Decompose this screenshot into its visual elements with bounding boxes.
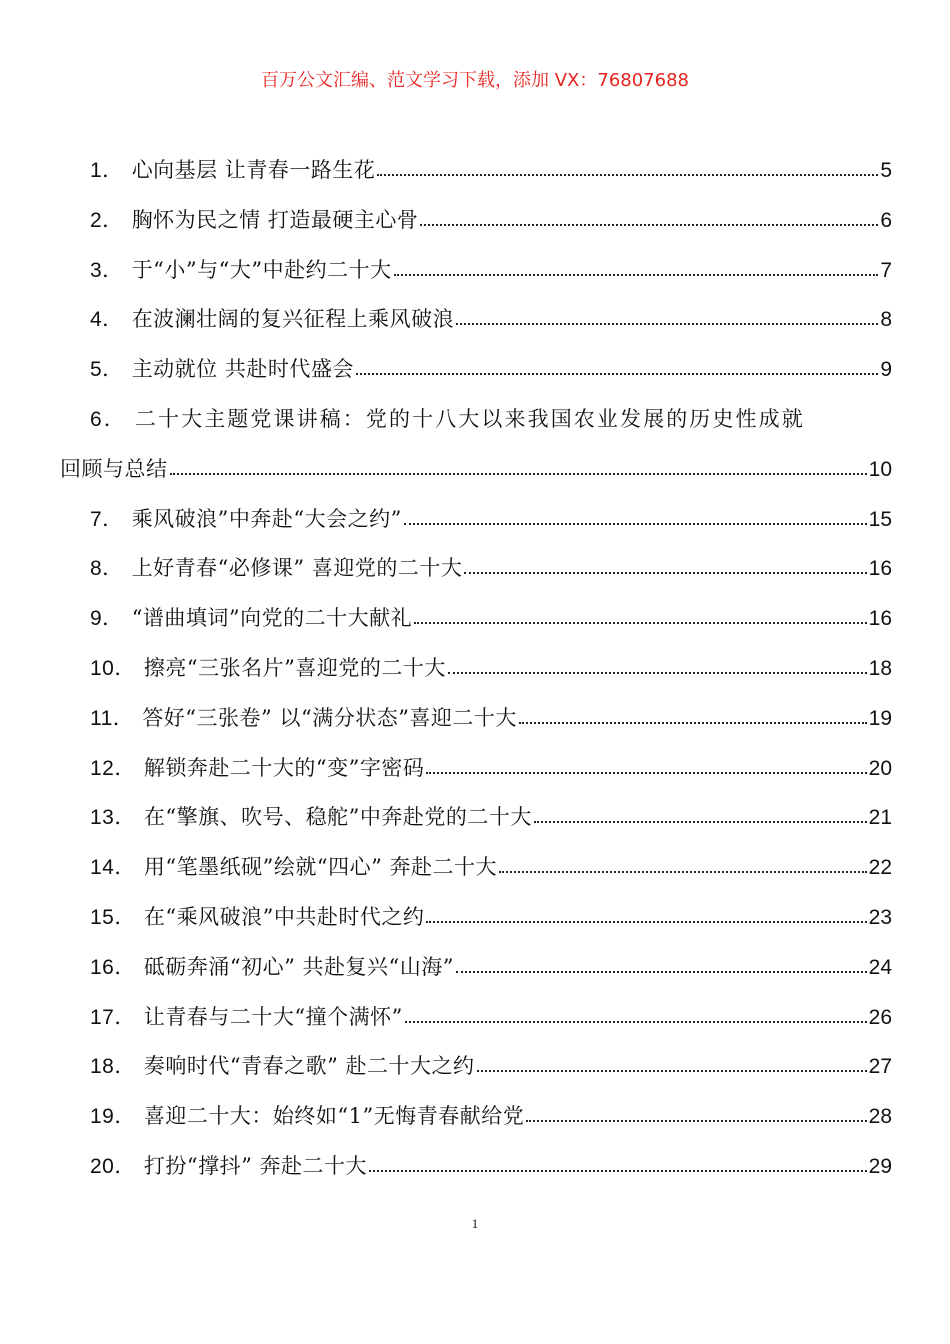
toc-entry-page: 16 xyxy=(868,607,892,631)
toc-entry-number: 9． xyxy=(90,607,124,631)
toc-entry-page: 28 xyxy=(868,1105,892,1129)
toc-entry-number: 2． xyxy=(90,208,124,232)
toc-entry-title: 解锁奔赴二十大的“变”字密码 xyxy=(143,755,425,780)
table-of-contents xyxy=(60,146,892,1192)
toc-entry[interactable] xyxy=(60,395,892,495)
toc-entry-number: 5． xyxy=(90,358,124,382)
dot-leader xyxy=(456,954,867,974)
toc-entry-title: 二十大主题党课讲稿：党的十八大以来我国农业发展的历史性成就 xyxy=(134,406,805,431)
dot-leader xyxy=(170,456,867,476)
toc-entry[interactable] xyxy=(60,993,892,1043)
dot-leader xyxy=(420,207,878,227)
toc-entry-title: 砥砺奔涌“初心” 共赴复兴“山海” xyxy=(143,954,454,979)
toc-entry-title: 奏响时代“青春之歌” 赴二十大之约 xyxy=(143,1054,475,1079)
toc-entry-title: 在波澜壮阔的复兴征程上乘风破浪 xyxy=(131,307,455,332)
toc-entry[interactable] xyxy=(60,843,892,893)
toc-entry-title: 擦亮“三张名片”喜迎党的二十大 xyxy=(143,655,446,680)
toc-entry-number: 6． xyxy=(90,407,127,431)
toc-entry-page: 5 xyxy=(880,159,892,182)
toc-entry-page: 15 xyxy=(868,507,892,531)
toc-entry-page: 8 xyxy=(880,308,892,332)
toc-entry-page: 18 xyxy=(868,656,892,680)
toc-entry-page: 26 xyxy=(868,1005,892,1029)
toc-entry-page: 19 xyxy=(868,706,892,730)
toc-entry-title: 在“擎旗、吹号、稳舵”中奔赴党的二十大 xyxy=(143,805,532,830)
toc-entry-number: 11． xyxy=(90,706,135,730)
toc-entry-title: 喜迎二十大：始终如“1”无悔青春献给党 xyxy=(143,1104,525,1129)
toc-entry[interactable] xyxy=(60,793,892,843)
toc-entry-page: 27 xyxy=(868,1055,892,1079)
dot-leader xyxy=(394,257,879,277)
toc-entry[interactable] xyxy=(60,345,892,395)
toc-entry-title: 上好青春“必修课” 喜迎党的二十大 xyxy=(131,556,463,581)
toc-entry[interactable] xyxy=(60,943,892,993)
dot-leader xyxy=(426,755,866,775)
toc-entry-page: 7 xyxy=(880,258,892,282)
toc-entry-number: 19． xyxy=(90,1105,136,1129)
toc-entry-number: 13． xyxy=(90,806,136,830)
toc-entry-number: 3． xyxy=(90,258,124,282)
dot-leader xyxy=(448,655,867,675)
toc-entry-number: 16． xyxy=(90,955,136,979)
toc-entry-title: 心向基层 让青春一路生花 xyxy=(131,158,376,182)
toc-entry[interactable] xyxy=(60,146,892,196)
toc-entry[interactable] xyxy=(60,196,892,246)
toc-entry[interactable] xyxy=(60,694,892,744)
toc-entry-title: 主动就位 共赴时代盛会 xyxy=(131,357,354,382)
toc-entry-number: 4． xyxy=(90,308,124,332)
toc-entry-title: 胸怀为民之情 打造最硬主心骨 xyxy=(131,207,419,232)
toc-entry[interactable] xyxy=(60,893,892,943)
dot-leader xyxy=(405,1004,867,1024)
dot-leader xyxy=(369,1153,867,1173)
watermark-header: 百万公文汇编、范文学习下载，添加 VX：76807688 xyxy=(261,70,689,91)
toc-entry[interactable] xyxy=(60,744,892,794)
toc-entry-number: 18． xyxy=(90,1055,136,1079)
toc-entry-number: 12． xyxy=(90,756,136,780)
toc-entry-page: 22 xyxy=(868,856,892,880)
toc-entry-page: 9 xyxy=(880,358,892,382)
dot-leader xyxy=(377,157,878,177)
toc-entry-title: 让青春与二十大“撞个满怀” xyxy=(143,1004,403,1029)
toc-entry-number: 1． xyxy=(90,159,124,182)
toc-entry-title: 在“乘风破浪”中共赴时代之约 xyxy=(143,904,425,929)
toc-entry[interactable] xyxy=(60,295,892,345)
toc-entry-page: 20 xyxy=(868,756,892,780)
toc-entry-number: 8． xyxy=(90,557,124,581)
toc-entry[interactable] xyxy=(60,1042,892,1092)
toc-entry-page: 24 xyxy=(868,955,892,979)
toc-entry-number: 10． xyxy=(90,656,136,680)
toc-entry[interactable] xyxy=(60,246,892,296)
toc-entry-page: 29 xyxy=(868,1154,892,1178)
dot-leader xyxy=(534,804,867,824)
toc-entry[interactable] xyxy=(60,1142,892,1192)
toc-entry[interactable] xyxy=(60,495,892,545)
toc-entry-title: 答好“三张卷” 以“满分状态”喜迎二十大 xyxy=(142,705,517,730)
toc-entry-number: 20． xyxy=(90,1154,136,1178)
toc-entry-page: 16 xyxy=(868,557,892,581)
toc-entry[interactable] xyxy=(60,644,892,694)
toc-entry-number: 14． xyxy=(90,856,136,880)
dot-leader xyxy=(499,854,867,874)
toc-entry[interactable] xyxy=(60,1092,892,1142)
toc-entry-title: 打扮“撑抖” 奔赴二十大 xyxy=(143,1153,368,1178)
dot-leader xyxy=(477,1053,867,1073)
toc-entry-title: “谱曲填词”向党的二十大献礼 xyxy=(131,606,413,631)
dot-leader xyxy=(426,904,866,924)
toc-entry-page: 23 xyxy=(868,905,892,929)
toc-entry-number: 7． xyxy=(90,507,124,531)
toc-entry-page: 10 xyxy=(868,457,892,481)
toc-entry-number: 15． xyxy=(90,905,136,929)
dot-leader xyxy=(356,356,878,376)
toc-entry-number: 17． xyxy=(90,1005,136,1029)
dot-leader xyxy=(414,605,866,625)
dot-leader xyxy=(519,705,867,725)
toc-entry-page: 21 xyxy=(868,806,892,830)
dot-leader xyxy=(456,306,878,326)
toc-entry[interactable] xyxy=(60,594,892,644)
toc-entry-title-continued: 回顾与总结 xyxy=(60,456,168,481)
page-number: 1 xyxy=(471,1216,479,1231)
dot-leader xyxy=(404,506,867,526)
dot-leader xyxy=(526,1103,866,1123)
toc-entry-title: 乘风破浪”中奔赴“大会之约” xyxy=(131,506,402,531)
toc-entry-title: 用“笔墨纸砚”绘就“四心” 奔赴二十大 xyxy=(143,855,497,880)
toc-entry-title: 于“小”与“大”中赴约二十大 xyxy=(131,257,392,282)
toc-entry[interactable] xyxy=(60,544,892,594)
toc-entry-page: 6 xyxy=(880,208,892,232)
dot-leader xyxy=(464,555,866,575)
